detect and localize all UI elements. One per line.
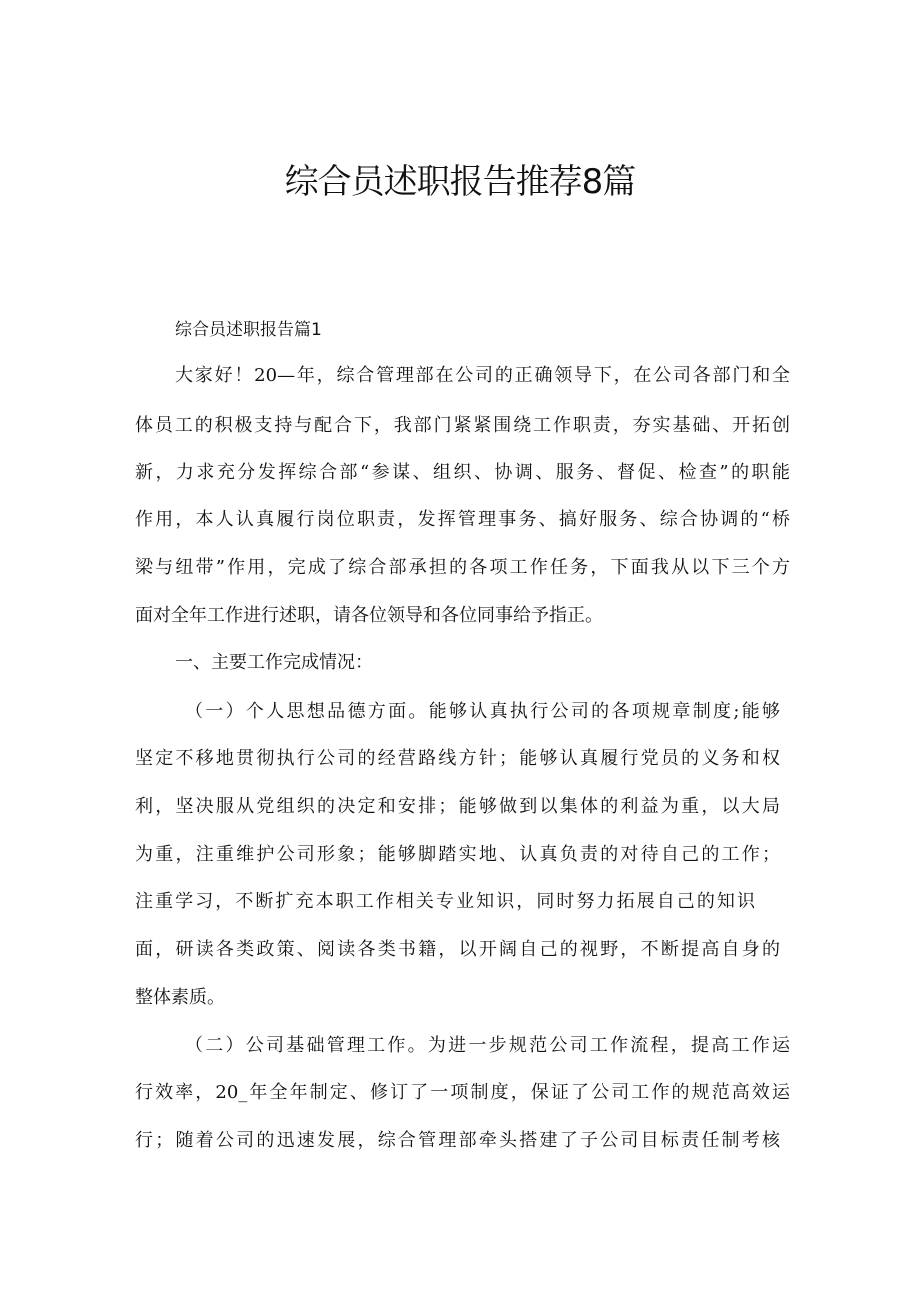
paragraph-line: 坚定不移地贯彻执行公司的经营路线方针；能够认真履行党员的义务和权 xyxy=(135,748,780,769)
paragraph-line: （二）公司基础管理工作。为进一步规范公司工作流程，提高工作运 xyxy=(185,1035,790,1056)
paragraph-line: 梁与纽带”作用，完成了综合部承担的各项工作任务，下面我从以下三个方 xyxy=(135,557,790,578)
paragraph-line: 行；随着公司的迅速发展，综合管理部牵头搭建了子公司目标责任制考核 xyxy=(135,1130,780,1151)
paragraph-line: 体员工的积极支持与配合下，我部门紧紧围绕工作职责，夯实基础、开拓创 xyxy=(135,415,790,436)
paragraph-line: （一）个人思想品德方面。能够认真执行公司的各项规章制度;能够 xyxy=(185,701,780,722)
paragraph-line: 注重学习，不断扩充本职工作相关专业知识，同时努力拓展自己的知识 xyxy=(135,891,755,912)
document-title: 综合员述职报告推荐8篇 xyxy=(284,162,636,202)
paragraph-line: 面对全年工作进行述职，请各位领导和各位同事给予指正。 xyxy=(135,605,603,626)
paragraph-line: 整体素质。 xyxy=(135,987,225,1008)
paragraph-line: 大家好！20—年，综合管理部在公司的正确领导下，在公司各部门和全 xyxy=(175,365,790,386)
paragraph-line: 行效率，20_年全年制定、修订了一项制度，保证了公司工作的规范高效运 xyxy=(135,1082,790,1103)
paragraph-line: 一、主要工作完成情况： xyxy=(175,652,373,673)
paragraph-line: 利，坚决服从党组织的决定和安排；能够做到以集体的利益为重，以大局 xyxy=(135,796,780,817)
paragraph-line: 作用，本人认真履行岗位职责，发挥管理事务、搞好服务、综合协调的“桥 xyxy=(135,509,790,530)
section-heading: 综合员述职报告篇1 xyxy=(175,320,322,340)
paragraph-line: 新，力求充分发挥综合部“参谋、组织、协调、服务、督促、检查”的职能 xyxy=(135,462,790,483)
paragraph-line: 为重，注重维护公司形象；能够脚踏实地、认真负责的对待自己的工作； xyxy=(135,844,780,865)
paragraph-line: 面，研读各类政策、阅读各类书籍，以开阔自己的视野，不断提高自身的 xyxy=(135,939,780,960)
